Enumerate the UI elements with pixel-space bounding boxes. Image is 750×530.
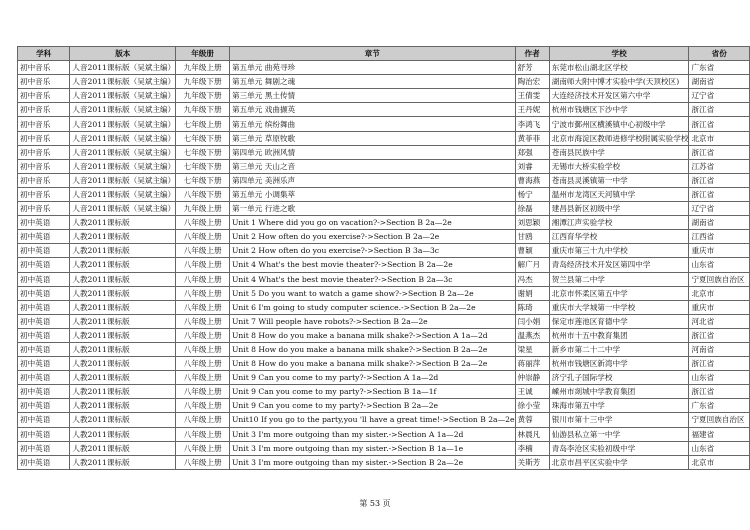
- chapter-cell: Unit 9 Can you come to my party?->Section B 1a—1f: [229, 385, 515, 399]
- grade-volume-cell: 七年级下册: [176, 131, 230, 145]
- table-row: [18, 103, 750, 117]
- school-cell: 大连经济技术开发区第六中学: [549, 89, 689, 103]
- province-cell: 山东省: [689, 258, 750, 272]
- chapter-cell: Unit 8 How do you make a banana milk shake?->Section B 2a—2e: [229, 357, 515, 371]
- subject-cell: 初中英语: [18, 272, 70, 286]
- table-header-row: [18, 47, 750, 61]
- subject-cell: 初中英语: [18, 427, 70, 441]
- grade-volume-cell: 九年级上册: [176, 202, 230, 216]
- table-row: [18, 173, 750, 187]
- table-row: [18, 272, 750, 286]
- grade-volume-cell: 八年级上册: [176, 300, 230, 314]
- province-cell: 浙江省: [689, 357, 750, 371]
- edition-cell: 人教2011课标版: [70, 244, 176, 258]
- school-cell: 济宁孔子国际学校: [549, 371, 689, 385]
- subject-cell: 初中音乐: [18, 145, 70, 159]
- table-row: [18, 441, 750, 455]
- edition-cell: 人教2011课标版: [70, 385, 176, 399]
- table-row: [18, 187, 750, 201]
- school-cell: 新乡市第二十二中学: [549, 342, 689, 356]
- chapter-cell: 第五单元 曲苑寻珍: [229, 61, 515, 75]
- subject-cell: 初中英语: [18, 328, 70, 342]
- school-cell: 建昌县新区初级中学: [549, 202, 689, 216]
- grade-volume-cell: 八年级上册: [176, 216, 230, 230]
- chapter-cell: 第三单元 天山之音: [229, 159, 515, 173]
- grade-volume-cell: 九年级下册: [176, 75, 230, 89]
- edition-cell: 人教2011课标版: [70, 413, 176, 427]
- chapter-cell: 第四单元 美洲乐声: [229, 173, 515, 187]
- province-cell: 宁夏回族自治区: [689, 272, 750, 286]
- edition-cell: 人音2011课标版（吴斌主编）: [70, 75, 176, 89]
- province-cell: 辽宁省: [689, 89, 750, 103]
- province-cell: 河北省: [689, 314, 750, 328]
- grade-volume-cell: 八年级上册: [176, 342, 230, 356]
- edition-cell: 人教2011课标版: [70, 272, 176, 286]
- header-subject: 学科: [18, 47, 70, 61]
- author-cell: 李楠: [515, 441, 549, 455]
- table-row: [18, 216, 750, 230]
- school-cell: 保定市莲池区育德中学: [549, 314, 689, 328]
- chapter-cell: Unit 1 Where did you go on vacation?->Section B 2a—2e: [229, 216, 515, 230]
- grade-volume-cell: 八年级上册: [176, 314, 230, 328]
- grade-volume-cell: 七年级上册: [176, 117, 230, 131]
- table-row: [18, 131, 750, 145]
- subject-cell: 初中英语: [18, 230, 70, 244]
- province-cell: 湖南省: [689, 75, 750, 89]
- school-cell: 银川市第十三中学: [549, 413, 689, 427]
- subject-cell: 初中英语: [18, 357, 70, 371]
- table-row: [18, 145, 750, 159]
- chapter-cell: Unit 9 Can you come to my party?->Section A 1a—2d: [229, 371, 515, 385]
- author-cell: 陈琦: [515, 300, 549, 314]
- province-cell: 河南省: [689, 342, 750, 356]
- province-cell: 浙江省: [689, 385, 750, 399]
- author-cell: 温燕杰: [515, 328, 549, 342]
- province-cell: 浙江省: [689, 187, 750, 201]
- table-row: [18, 117, 750, 131]
- province-cell: 福建省: [689, 427, 750, 441]
- school-cell: 北京市海淀区教师进修学校附属实验学校: [549, 131, 689, 145]
- subject-cell: 初中英语: [18, 342, 70, 356]
- edition-cell: 人教2011课标版: [70, 427, 176, 441]
- grade-volume-cell: 八年级上册: [176, 385, 230, 399]
- table-row: [18, 75, 750, 89]
- school-cell: 北京市怀柔区第五中学: [549, 286, 689, 300]
- edition-cell: 人音2011课标版（吴斌主编）: [70, 173, 176, 187]
- school-cell: 杭州市钱塘区新湾中学: [549, 357, 689, 371]
- table-row: [18, 399, 750, 413]
- grade-volume-cell: 八年级上册: [176, 399, 230, 413]
- province-cell: 浙江省: [689, 117, 750, 131]
- author-cell: 冯杰: [515, 272, 549, 286]
- table-row: [18, 413, 750, 427]
- grade-volume-cell: 八年级上册: [176, 258, 230, 272]
- edition-cell: 人音2011课标版（吴斌主编）: [70, 61, 176, 75]
- chapter-cell: Unit 6 I'm going to study computer science.->Section B 2a—2e: [229, 300, 515, 314]
- author-cell: 仲崇静: [515, 371, 549, 385]
- chapter-cell: 第三单元 草原牧歌: [229, 131, 515, 145]
- school-cell: 苍南县灵溪镇第一中学: [549, 173, 689, 187]
- subject-cell: 初中英语: [18, 216, 70, 230]
- grade-volume-cell: 八年级上册: [176, 441, 230, 455]
- chapter-cell: Unit 3 I'm more outgoing than my sister.->Section A 1a—2d: [229, 427, 515, 441]
- table-row: [18, 371, 750, 385]
- grade-volume-cell: 八年级上册: [176, 328, 230, 342]
- table-row: [18, 159, 750, 173]
- author-cell: 杨宁: [515, 187, 549, 201]
- school-cell: 珠海市第五中学: [549, 399, 689, 413]
- edition-cell: 人音2011课标版（吴斌主编）: [70, 117, 176, 131]
- subject-cell: 初中音乐: [18, 131, 70, 145]
- table-row: [18, 385, 750, 399]
- school-cell: 东莞市松山湖北区学校: [549, 61, 689, 75]
- school-cell: 湘潭江声实验学校: [549, 216, 689, 230]
- subject-cell: 初中英语: [18, 371, 70, 385]
- province-cell: 辽宁省: [689, 202, 750, 216]
- edition-cell: 人教2011课标版: [70, 258, 176, 272]
- chapter-cell: Unit 7 Will people have robots?->Section B 2a—2e: [229, 314, 515, 328]
- header-author: 作者: [515, 47, 549, 61]
- chapter-cell: Unit 3 I'm more outgoing than my sister.->Section B 1a—1e: [229, 441, 515, 455]
- province-cell: 重庆市: [689, 244, 750, 258]
- table-row: [18, 314, 750, 328]
- resource-table: [17, 46, 750, 470]
- author-cell: 王丹妮: [515, 103, 549, 117]
- grade-volume-cell: 八年级上册: [176, 357, 230, 371]
- chapter-cell: Unit 3 I'm more outgoing than my sister.->Section B 2a—2e: [229, 455, 515, 469]
- table-row: [18, 328, 750, 342]
- author-cell: 王倩雯: [515, 89, 549, 103]
- school-cell: 温州市龙湾区天河镇中学: [549, 187, 689, 201]
- edition-cell: 人音2011课标版（吴斌主编）: [70, 187, 176, 201]
- chapter-cell: 第五单元 戏曲撷英: [229, 103, 515, 117]
- table-row: [18, 455, 750, 469]
- grade-volume-cell: 七年级下册: [176, 173, 230, 187]
- chapter-cell: Unit 8 How do you make a banana milk shake?->Section B 2a—2e: [229, 342, 515, 356]
- page-number: 第 53 页: [359, 499, 391, 508]
- header-chapter: 章节: [229, 47, 515, 61]
- chapter-cell: 第五单元 舞剧之魂: [229, 75, 515, 89]
- edition-cell: 人教2011课标版: [70, 399, 176, 413]
- subject-cell: 初中英语: [18, 258, 70, 272]
- author-cell: 甘鸥: [515, 230, 549, 244]
- edition-cell: 人音2011课标版（吴斌主编）: [70, 103, 176, 117]
- chapter-cell: Unit 2 How often do you exercise?->Section B 3a—3c: [229, 244, 515, 258]
- table-row: [18, 427, 750, 441]
- chapter-cell: 第五单元 小调集萃: [229, 187, 515, 201]
- edition-cell: 人音2011课标版（吴斌主编）: [70, 145, 176, 159]
- edition-cell: 人教2011课标版: [70, 216, 176, 230]
- province-cell: 北京市: [689, 455, 750, 469]
- chapter-cell: Unit 4 What's the best movie theater?->Section B 2a—2e: [229, 258, 515, 272]
- author-cell: 徐小莹: [515, 399, 549, 413]
- province-cell: 宁夏回族自治区: [689, 413, 750, 427]
- edition-cell: 人教2011课标版: [70, 371, 176, 385]
- chapter-cell: 第三单元 黑土传情: [229, 89, 515, 103]
- grade-volume-cell: 八年级下册: [176, 187, 230, 201]
- author-cell: 徐磊: [515, 202, 549, 216]
- chapter-cell: 第五单元 缤纷舞曲: [229, 117, 515, 131]
- school-cell: 贺兰县第二中学: [549, 272, 689, 286]
- edition-cell: 人教2011课标版: [70, 300, 176, 314]
- subject-cell: 初中音乐: [18, 75, 70, 89]
- subject-cell: 初中英语: [18, 314, 70, 328]
- subject-cell: 初中音乐: [18, 89, 70, 103]
- province-cell: 北京市: [689, 131, 750, 145]
- edition-cell: 人教2011课标版: [70, 314, 176, 328]
- chapter-cell: Unit10 If you go to the party,you 'll have a great time!->Section B 2a—2e: [229, 413, 515, 427]
- header-school: 学校: [549, 47, 689, 61]
- author-cell: 陶治宏: [515, 75, 549, 89]
- edition-cell: 人教2011课标版: [70, 286, 176, 300]
- subject-cell: 初中英语: [18, 286, 70, 300]
- author-cell: 刘睿: [515, 159, 549, 173]
- province-cell: 江西省: [689, 230, 750, 244]
- header-province: 省份: [689, 47, 750, 61]
- edition-cell: 人音2011课标版（吴斌主编）: [70, 89, 176, 103]
- author-cell: 闫小娟: [515, 314, 549, 328]
- table-row: [18, 89, 750, 103]
- subject-cell: 初中音乐: [18, 173, 70, 187]
- school-cell: 杭州市钱塘区下沙中学: [549, 103, 689, 117]
- edition-cell: 人教2011课标版: [70, 357, 176, 371]
- header-edition: 版本: [70, 47, 176, 61]
- subject-cell: 初中音乐: [18, 117, 70, 131]
- grade-volume-cell: 八年级上册: [176, 371, 230, 385]
- table-row: [18, 202, 750, 216]
- author-cell: 郑强: [515, 145, 549, 159]
- grade-volume-cell: 九年级下册: [176, 103, 230, 117]
- author-cell: 李鸿飞: [515, 117, 549, 131]
- grade-volume-cell: 八年级上册: [176, 413, 230, 427]
- author-cell: 舒芳: [515, 61, 549, 75]
- edition-cell: 人音2011课标版（吴斌主编）: [70, 202, 176, 216]
- author-cell: 黄蓉: [515, 413, 549, 427]
- school-cell: 北京市昌平区实验中学: [549, 455, 689, 469]
- chapter-cell: Unit 8 How do you make a banana milk shake?->Section A 1a—2d: [229, 328, 515, 342]
- table-row: [18, 342, 750, 356]
- province-cell: 山东省: [689, 371, 750, 385]
- subject-cell: 初中英语: [18, 300, 70, 314]
- province-cell: 广东省: [689, 61, 750, 75]
- table-row: [18, 300, 750, 314]
- grade-volume-cell: 九年级下册: [176, 89, 230, 103]
- grade-volume-cell: 七年级下册: [176, 159, 230, 173]
- grade-volume-cell: 七年级下册: [176, 145, 230, 159]
- province-cell: 山东省: [689, 441, 750, 455]
- province-cell: 浙江省: [689, 173, 750, 187]
- province-cell: 浙江省: [689, 103, 750, 117]
- province-cell: 北京市: [689, 286, 750, 300]
- chapter-cell: 第四单元 欧洲风情: [229, 145, 515, 159]
- school-cell: 杭州市十五中教育集团: [549, 328, 689, 342]
- school-cell: 青岛李沧区实验初级中学: [549, 441, 689, 455]
- author-cell: 林晨凡: [515, 427, 549, 441]
- author-cell: 谢娟: [515, 286, 549, 300]
- author-cell: 曹颖: [515, 244, 549, 258]
- subject-cell: 初中音乐: [18, 202, 70, 216]
- school-cell: 苍南县民族中学: [549, 145, 689, 159]
- edition-cell: 人教2011课标版: [70, 441, 176, 455]
- subject-cell: 初中音乐: [18, 187, 70, 201]
- edition-cell: 人教2011课标版: [70, 328, 176, 342]
- school-cell: 无锡市大桥实验学校: [549, 159, 689, 173]
- province-cell: 江苏省: [689, 159, 750, 173]
- table-row: [18, 61, 750, 75]
- school-cell: 重庆市第三十九中学校: [549, 244, 689, 258]
- edition-cell: 人教2011课标版: [70, 342, 176, 356]
- school-cell: 湖南师大附中博才实验中学(天顶校区): [549, 75, 689, 89]
- table-row: [18, 258, 750, 272]
- school-cell: 江西育华学校: [549, 230, 689, 244]
- province-cell: 湖南省: [689, 216, 750, 230]
- subject-cell: 初中英语: [18, 399, 70, 413]
- edition-cell: 人教2011课标版: [70, 455, 176, 469]
- grade-volume-cell: 八年级上册: [176, 427, 230, 441]
- edition-cell: 人教2011课标版: [70, 230, 176, 244]
- author-cell: 蒋丽萍: [515, 357, 549, 371]
- author-cell: 曹海燕: [515, 173, 549, 187]
- grade-volume-cell: 八年级上册: [176, 244, 230, 258]
- author-cell: 解广月: [515, 258, 549, 272]
- header-grade-volume: 年级册: [176, 47, 230, 61]
- author-cell: 黄菲菲: [515, 131, 549, 145]
- author-cell: 刘思颖: [515, 216, 549, 230]
- province-cell: 广东省: [689, 399, 750, 413]
- grade-volume-cell: 九年级上册: [176, 61, 230, 75]
- table-row: [18, 357, 750, 371]
- edition-cell: 人音2011课标版（吴斌主编）: [70, 131, 176, 145]
- school-cell: 重庆市大学城第一中学校: [549, 300, 689, 314]
- edition-cell: 人音2011课标版（吴斌主编）: [70, 159, 176, 173]
- grade-volume-cell: 八年级上册: [176, 286, 230, 300]
- province-cell: 重庆市: [689, 300, 750, 314]
- chapter-cell: 第一单元 行进之歌: [229, 202, 515, 216]
- subject-cell: 初中音乐: [18, 61, 70, 75]
- school-cell: 宁波市鄞州区横溪镇中心初级中学: [549, 117, 689, 131]
- school-cell: 嵊州市剡城中学教育集团: [549, 385, 689, 399]
- subject-cell: 初中音乐: [18, 103, 70, 117]
- province-cell: 浙江省: [689, 328, 750, 342]
- subject-cell: 初中英语: [18, 455, 70, 469]
- subject-cell: 初中音乐: [18, 159, 70, 173]
- chapter-cell: Unit 2 How often do you exercise?->Section B 2a—2e: [229, 230, 515, 244]
- subject-cell: 初中英语: [18, 244, 70, 258]
- subject-cell: 初中英语: [18, 385, 70, 399]
- chapter-cell: Unit 4 What's the best movie theater?->Section B 2a—3c: [229, 272, 515, 286]
- school-cell: 仙游县私立第一中学: [549, 427, 689, 441]
- author-cell: 梁星: [515, 342, 549, 356]
- grade-volume-cell: 八年级上册: [176, 230, 230, 244]
- author-cell: 王诚: [515, 385, 549, 399]
- province-cell: 浙江省: [689, 145, 750, 159]
- subject-cell: 初中英语: [18, 413, 70, 427]
- school-cell: 青岛经济技术开发区第四中学: [549, 258, 689, 272]
- grade-volume-cell: 八年级上册: [176, 272, 230, 286]
- chapter-cell: Unit 9 Can you come to my party?->Section B 2a—2e: [229, 399, 515, 413]
- table-row: [18, 230, 750, 244]
- subject-cell: 初中英语: [18, 441, 70, 455]
- table-row: [18, 286, 750, 300]
- author-cell: 关斯芳: [515, 455, 549, 469]
- chapter-cell: Unit 5 Do you want to watch a game show?->Section B 2a—2e: [229, 286, 515, 300]
- grade-volume-cell: 八年级上册: [176, 455, 230, 469]
- table-row: [18, 244, 750, 258]
